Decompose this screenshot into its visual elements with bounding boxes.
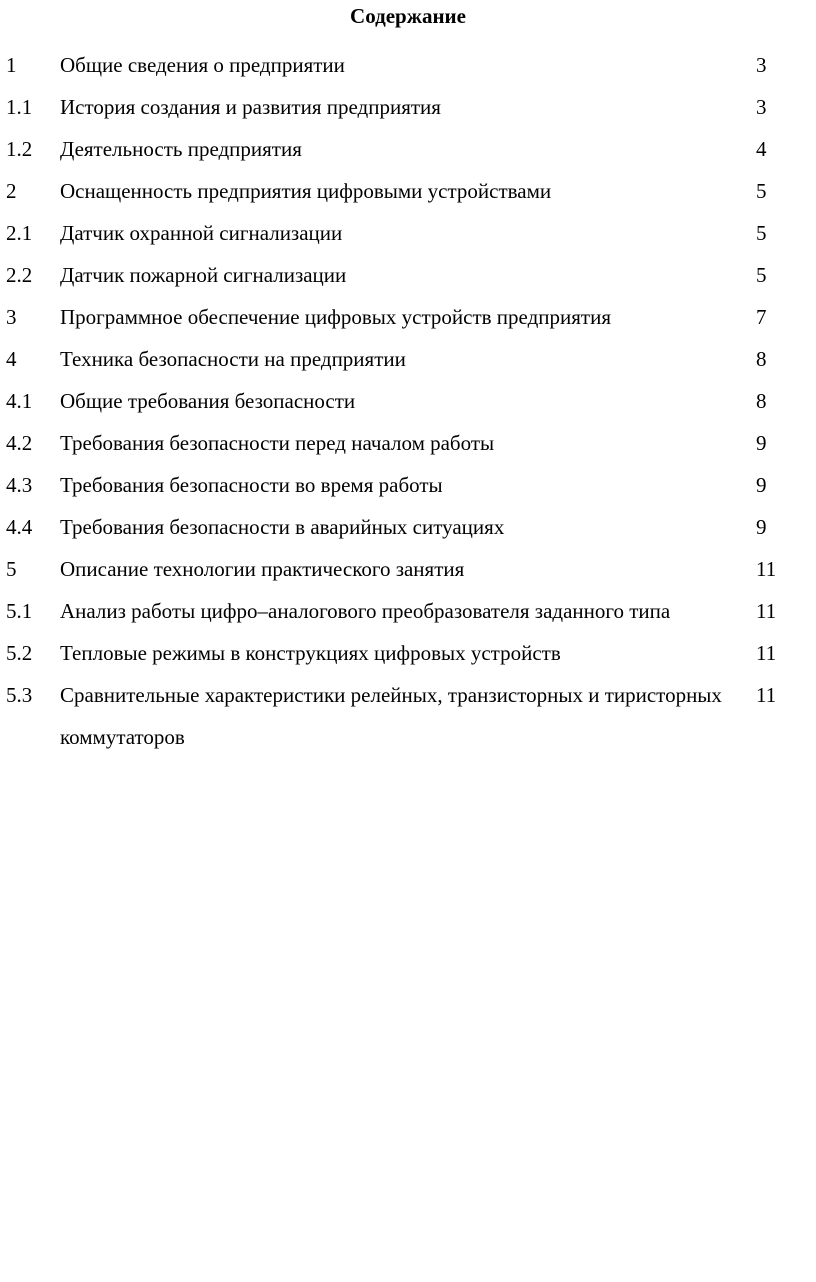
toc-entry <box>0 590 816 632</box>
toc-entry-page-number: 9 <box>756 473 767 497</box>
toc-entry-title: Анализ работы цифро–аналогового преобразователя заданного типа <box>60 599 671 623</box>
toc-entry-page-number: 8 <box>756 347 767 371</box>
toc-entry-number: 2 <box>6 179 17 203</box>
toc-entry-page-number: 7 <box>756 305 767 329</box>
toc-entry-page-number: 5 <box>756 221 767 245</box>
toc-entry <box>0 674 816 758</box>
toc-entry-title: Датчик пожарной сигнализации <box>60 263 347 287</box>
toc-entry-title: Описание технологии практического занятия <box>60 557 465 581</box>
toc-entry <box>0 506 816 548</box>
toc-entry-page-number: 5 <box>756 263 767 287</box>
toc-entry-number: 2.1 <box>6 221 33 245</box>
table-of-contents <box>0 44 816 758</box>
toc-entry-number: 4 <box>6 347 17 371</box>
toc-entry-page-number: 4 <box>756 137 767 161</box>
toc-entry <box>0 338 816 380</box>
toc-entry-number: 4.1 <box>6 389 33 413</box>
toc-entry-title: Деятельность предприятия <box>60 137 302 161</box>
toc-entry <box>0 296 816 338</box>
toc-entry <box>0 254 816 296</box>
toc-entry <box>0 464 816 506</box>
toc-entry-title: Техника безопасности на предприятии <box>60 347 406 371</box>
toc-entry-page-number: 11 <box>756 557 777 581</box>
toc-entry-number: 1.2 <box>6 137 33 161</box>
toc-entry-title: Программное обеспечение цифровых устройств предприятия <box>60 305 611 329</box>
toc-entry-number: 5.3 <box>6 683 33 707</box>
toc-entry-title: Сравнительные характеристики релейных, транзисторных и тиристорных коммутаторов <box>60 683 722 749</box>
toc-entry <box>0 632 816 674</box>
toc-entry-page-number: 3 <box>756 53 767 77</box>
toc-entry <box>0 128 816 170</box>
toc-entry-number: 4.3 <box>6 473 33 497</box>
toc-entry-number: 5 <box>6 557 17 581</box>
toc-entry <box>0 212 816 254</box>
toc-entry-page-number: 11 <box>756 599 777 623</box>
toc-entry-title: Общие требования безопасности <box>60 389 356 413</box>
toc-entry-page-number: 9 <box>756 515 767 539</box>
toc-entry <box>0 170 816 212</box>
toc-entry-page-number: 3 <box>756 95 767 119</box>
toc-entry-number: 1 <box>6 53 17 77</box>
toc-entry-title: Тепловые режимы в конструкциях цифровых устройств <box>60 641 561 665</box>
toc-entry-title: Требования безопасности во время работы <box>60 473 443 497</box>
toc-entry-number: 5.2 <box>6 641 33 665</box>
toc-entry-title: Оснащенность предприятия цифровыми устройствами <box>60 179 552 203</box>
toc-entry-page-number: 11 <box>756 641 777 665</box>
toc-entry <box>0 44 816 86</box>
toc-entry-number: 3 <box>6 305 17 329</box>
toc-entry-number: 4.4 <box>6 515 33 539</box>
toc-entry <box>0 86 816 128</box>
toc-entry-title: История создания и развития предприятия <box>60 95 441 119</box>
toc-entry-title: Датчик охранной сигнализации <box>60 221 343 245</box>
toc-entry-number: 2.2 <box>6 263 33 287</box>
toc-entry-page-number: 9 <box>756 431 767 455</box>
toc-entry <box>0 548 816 590</box>
toc-entry-number: 1.1 <box>6 95 33 119</box>
toc-entry-number: 4.2 <box>6 431 33 455</box>
toc-entry <box>0 422 816 464</box>
toc-entry-page-number: 11 <box>756 683 777 707</box>
toc-entry <box>0 380 816 422</box>
toc-entry-title: Требования безопасности в аварийных ситуациях <box>60 515 505 539</box>
toc-entry-page-number: 8 <box>756 389 767 413</box>
toc-entry-title: Общие сведения о предприятии <box>60 53 345 77</box>
page-title: Содержание <box>350 4 466 28</box>
toc-entry-page-number: 5 <box>756 179 767 203</box>
toc-entry-title: Требования безопасности перед началом работы <box>60 431 495 455</box>
toc-entry-number: 5.1 <box>6 599 33 623</box>
